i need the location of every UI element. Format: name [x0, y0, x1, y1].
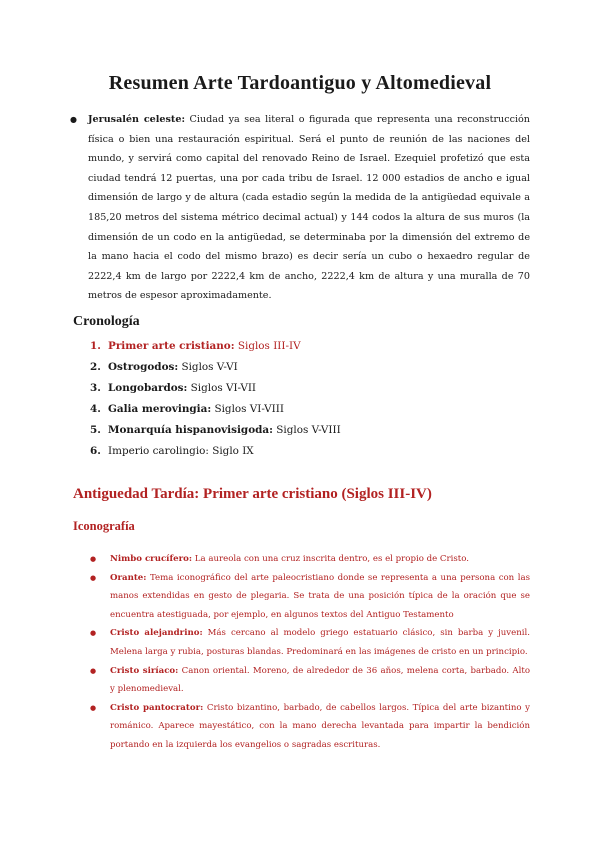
iconografia-text: La aureola con una cruz inscrita dentro, es el propio de Cristo.	[192, 554, 469, 564]
cronologia-item-number: 2.	[90, 361, 101, 373]
cronologia-item-period: Siglos VI-VII	[187, 382, 257, 394]
bullet-icon: ●	[90, 573, 97, 582]
iconografia-list	[90, 550, 531, 755]
cronologia-item-name: Monarquía hispanovisigoda:	[108, 424, 273, 436]
cronologia-item-period: Siglos V-VI	[178, 361, 238, 373]
iconografia-text: Cristo bizantino, barbado, de cabellos largos. Típica del arte bizantino y románico. Aparece mayestático, con la mano derecha levantada para impartir la bendición portando en la izquierda los evangelios o sagradas escrituras.	[110, 702, 530, 750]
cronologia-item-number: 1.	[90, 340, 101, 352]
iconografia-item	[90, 699, 530, 755]
cronologia-item-number: 4.	[90, 403, 101, 415]
bullet-icon: ●	[90, 666, 97, 675]
cronologia-item	[90, 399, 341, 420]
cronologia-list	[90, 336, 341, 462]
section-heading: Antiguedad Tardía: Primer arte cristiano (Siglos III-IV)	[73, 486, 432, 502]
page-title: Resumen Arte Tardoantiguo y Altomedieval	[108, 72, 492, 94]
bullet-icon: ●	[90, 703, 97, 712]
iconografia-term: Cristo pantocrator:	[110, 702, 204, 713]
cronologia-item-name: Galia merovingia:	[108, 403, 212, 415]
cronologia-item-period: Siglos III-IV	[234, 340, 301, 352]
iconografia-text: Tema iconográfico del arte paleocristiano donde se representa a una persona con las manos extendidas en gesto de plegaria. Se trata de una posición típica de la oración que se encuentra atestiguada, por ejemplo, en algunos textos del Antiguo Testamento	[110, 572, 530, 620]
bullet-icon: ●	[70, 115, 77, 124]
iconografia-item	[90, 624, 531, 661]
cronologia-item-name: Longobardos:	[108, 382, 188, 394]
iconografia-text: Más cercano al modelo griego estatuario clásico, sin barba y juvenil. Melena larga y rubia, posturas blandas. Predominará en las imágenes de cristo en un principio.	[110, 628, 531, 657]
cronologia-item	[90, 378, 341, 399]
cronologia-item	[90, 420, 341, 441]
cronologia-item-name: Imperio carolingio:	[108, 445, 209, 457]
cronologia-item-number: 6.	[90, 445, 101, 457]
iconografia-term: Orante:	[110, 572, 147, 583]
cronologia-item	[90, 357, 341, 378]
bullet-icon: ●	[90, 629, 97, 638]
cronologia-item-number: 5.	[90, 424, 101, 436]
cronologia-item-name: Primer arte cristiano:	[108, 340, 235, 352]
iconografia-item	[90, 662, 531, 699]
iconografia-term: Cristo siríaco:	[110, 665, 179, 676]
iconografia-heading: Iconografía	[73, 519, 135, 533]
iconografia-item	[90, 550, 530, 569]
intro-paragraph	[70, 110, 530, 306]
iconografia-term: Nimbo crucífero:	[110, 554, 193, 564]
bullet-icon: ●	[90, 555, 97, 563]
cronologia-heading: Cronología	[73, 314, 140, 329]
cronologia-item-number: 3.	[90, 382, 101, 394]
cronologia-item-name: Ostrogodos:	[108, 361, 179, 373]
cronologia-item-period: Siglo IX	[208, 445, 254, 457]
cronologia-item-period: Siglos VI-VIII	[211, 403, 284, 415]
iconografia-text: Canon oriental. Moreno, de alrededor de 36 años, melena corta, barbado. Alto y plenomedieval.	[110, 665, 531, 695]
cronologia-item	[90, 336, 341, 357]
iconografia-term: Cristo alejandrino:	[110, 628, 203, 639]
intro-term: Jerusalén celeste:	[88, 114, 185, 125]
intro-text: Ciudad ya sea literal o figurada que representa una reconstrucción física o bien una restauración espiritual. Será el punto de reunión de las naciones del mundo, y servirá como capital del renovado Reino de Israel. Ezequiel profetizó que esta ciudad tendrá 12 puertas, una por cada tribu de Israel. 12 000 estadios de ancho e igual dimensión de largo y de altura (cada estadio según la medida de la antigüedad equivale a 185,20 metros del sistema métrico decimal actual) y 144 codos la altura de sus muros (la dimensión de un codo en la antigüedad, se determinaba por la dimensión del extremo de la mano hacia el codo del mismo brazo) es decir sería un cubo o hexaedro regular de 2222,4 km de largo por 2222,4 km de ancho, 2222,4 km de altura y una muralla de 70 metros de espesor aproximadamente.	[88, 114, 530, 302]
cronologia-item	[90, 441, 341, 462]
iconografia-item	[90, 569, 530, 625]
cronologia-item-period: Siglos V-VIII	[272, 424, 341, 436]
